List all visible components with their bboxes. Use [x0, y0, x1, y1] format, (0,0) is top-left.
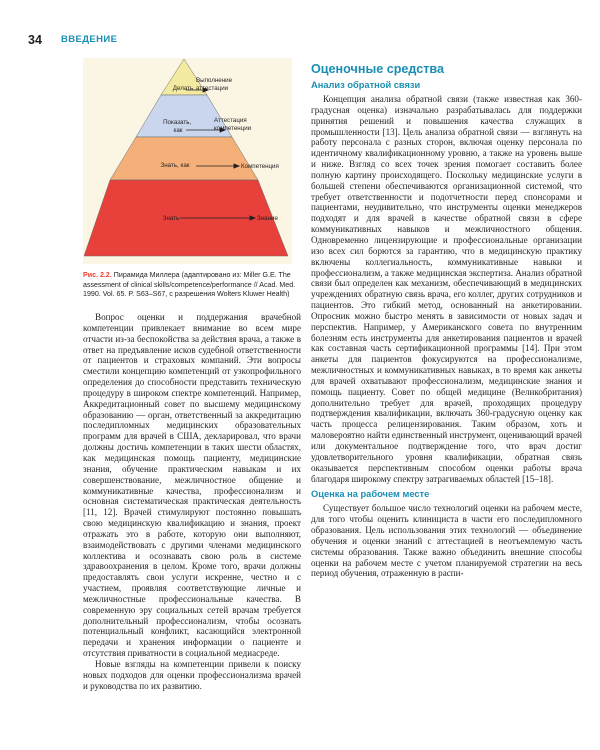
pyramid-label-does: Делать — [172, 85, 194, 92]
pyramid-label-shows-how-2: как — [173, 127, 183, 134]
section-title: ВВЕДЕНИЕ — [61, 34, 118, 45]
right-paragraph-2: Существует большое число технологий оценки на рабочем месте, для того чтобы оценить клинициста в части его последипломного образования. Цель использования этих технологий — объединение обучения и оценки знаний с аттестацией в неотъемлемую часть системы образования. Также важно объединить внешние способы оценки на рабочем месте с учетом планируемой стратегии на весь период обучения, отраженную в распи- — [311, 503, 582, 579]
subheading-feedback-analysis: Анализ обратной связи — [311, 80, 421, 90]
pyramid-outer-attestation-2: компетенции — [214, 125, 252, 132]
figure-caption-label: Рис. 2.2. — [83, 271, 112, 279]
pyramid-outer-label-competence-attestation — [214, 117, 252, 132]
miller-pyramid-diagram — [83, 58, 292, 264]
page-number: 34 — [28, 33, 42, 47]
right-column — [311, 62, 582, 579]
right-paragraph-1: Концепция анализа обратной связи (также известная как 360-градусная оценка) изначально разрабатывалась для поддержки принятия решений и повышения качества служащих в промышленности [13]. Цель анализа обратной связи — взглянуть на работу персонала с разных сторон, включая оценку персонала по идентичному квалификационному уровню, а также на уровень выше и ниже. Взгляд со всех точек зрения помогает составить более полную картину происходящего. Поскольку медицинские услуги в большей степени обеспечиваются организационной системой, что требует ответственности и подотчетности перед спонсорами и пациентами, неудивительно, что инструменты оценки менеджеров подходят и для врачей в качестве обратной связи в сфере коммуникативных навыков и межличностного общения. Одновременно лицензирующие и профессиональные организации изо всех сил борются за гарантию, что в медицинскую практику включены коллегиальность, коммуникативные навыки и профессионализм, а также медицинская экспертиза. Анализ обратной связи был определен как механизм, обеспечивающий в медицинских учреждениях обратную связь врача, его коллег, других сотрудников и пациентов. Это гибкий метод, основанный на анкетировании. Опросник можно быстро менять в зависимости от новых задач и перспектив. Например, у Американского совета по внутренним болезням есть инструменты для анкетирования пациентов и врачей как составная часть сертификационной программы [14]. При этом анкеты для пациентов фокусируются на профессионализме, межличностных и коммуникативных навыках, в то время как анкеты для врачей охватывают профессионализм, медицинские знания и помощь пациенту. Совет по общей медицине (Великобритания) дополнительно требует для врачей, проходящих процедуру подтверждения квалификации, включать 360-градусную оценку как часть процесса релицензирования. Таким образом, хоть и маловероятно найти единственный инструмент, оценивающий врачей или документальное подтверждение того, что врач достиг удовлетворительного уровня квалификации, обратная связь оказывается перспективным способом оценки работы врача благодаря широкому спектру затрагиваемых областей [15–18]. — [311, 94, 582, 484]
pyramid-level-knows-how — [110, 137, 258, 180]
section-heading-assessment-tools: Оценочные средства — [311, 62, 444, 76]
left-column — [83, 312, 301, 692]
pyramid-label-knows: Знать — [162, 215, 180, 222]
figure-caption-text: Пирамида Миллера (адаптировано из: Miller G.E. The assessment of clinical skills/competence/performance // Acad. Med. 1990. Vol. 65. P. S63–S67, с разрешения Wolters Kluwer Health) — [83, 271, 296, 299]
pyramid-outer-label-knowledge: Знание — [257, 215, 278, 222]
pyramid-outer-performance-1: Выполнение — [196, 77, 233, 84]
left-paragraph-1: Вопрос оценки и поддержания врачебной компетенции привлекает внимание во всем мире отчасти из-за беспокойства за действия врача, а также в ответ на предъявление исков судебной ответственности от пациентов и страховых компаний. Эти вопросы сместили концепцию компетенций от узкопрофильного определения до способности представить техническую процедуру в широком спектре компетенций. Например, Аккредитационный совет по высшему медицинскому образованию — орган, ответственный за аккредитацию последипломных медицинских образовательных программ для врачей в США, декларировал, что врачи должны достичь компетенции в таких шести областях, как медицинская помощь пациенту, медицинские знания, обучение практическим навыкам и их совершенствование, межличностное общение и коммуникативные качества, профессионализм и основная систематическая практическая деятельность [11, 12]. Врачей стимулируют постоянно повышать свою медицинскую квалификацию и знания, проект отражать это в работе, которую они выполняют, взаимодействовать с другими членами медицинского коллектива и осознавать свою роль в системе здравоохранения в целом. Кроме того, врачи должны предоставлять свои услуги искренне, честно и с участием, проявляя соответствующие личные и межличностные профессиональные качества. В современную эру социальных сетей врачам требуется дополнительный профессионализм, чтобы осознать потенциальный конфликт, касающийся электронной передачи и хранения информации о пациенте и отсутствия приватности в социальной медиасреде. — [83, 312, 301, 659]
miller-pyramid-figure — [83, 58, 292, 264]
figure-caption — [83, 271, 301, 300]
pyramid-outer-label-performance — [196, 77, 234, 92]
subheading-workplace-assessment: Оценка на рабочем месте — [311, 489, 430, 500]
pyramid-outer-performance-2: аттестации — [196, 85, 229, 92]
pyramid-outer-attestation-1: Аттестация — [214, 117, 247, 124]
pyramid-outer-label-competence: Компетенция — [241, 163, 279, 170]
pyramid-label-knows-how: Знать, как — [160, 162, 190, 169]
left-paragraph-2: Новые взгляды на компетенции привели к поиску новых подходов для оценки профессионализма врачей и руководства по их развитию. — [83, 659, 301, 691]
pyramid-label-shows-how-1: Показать, — [163, 119, 192, 126]
